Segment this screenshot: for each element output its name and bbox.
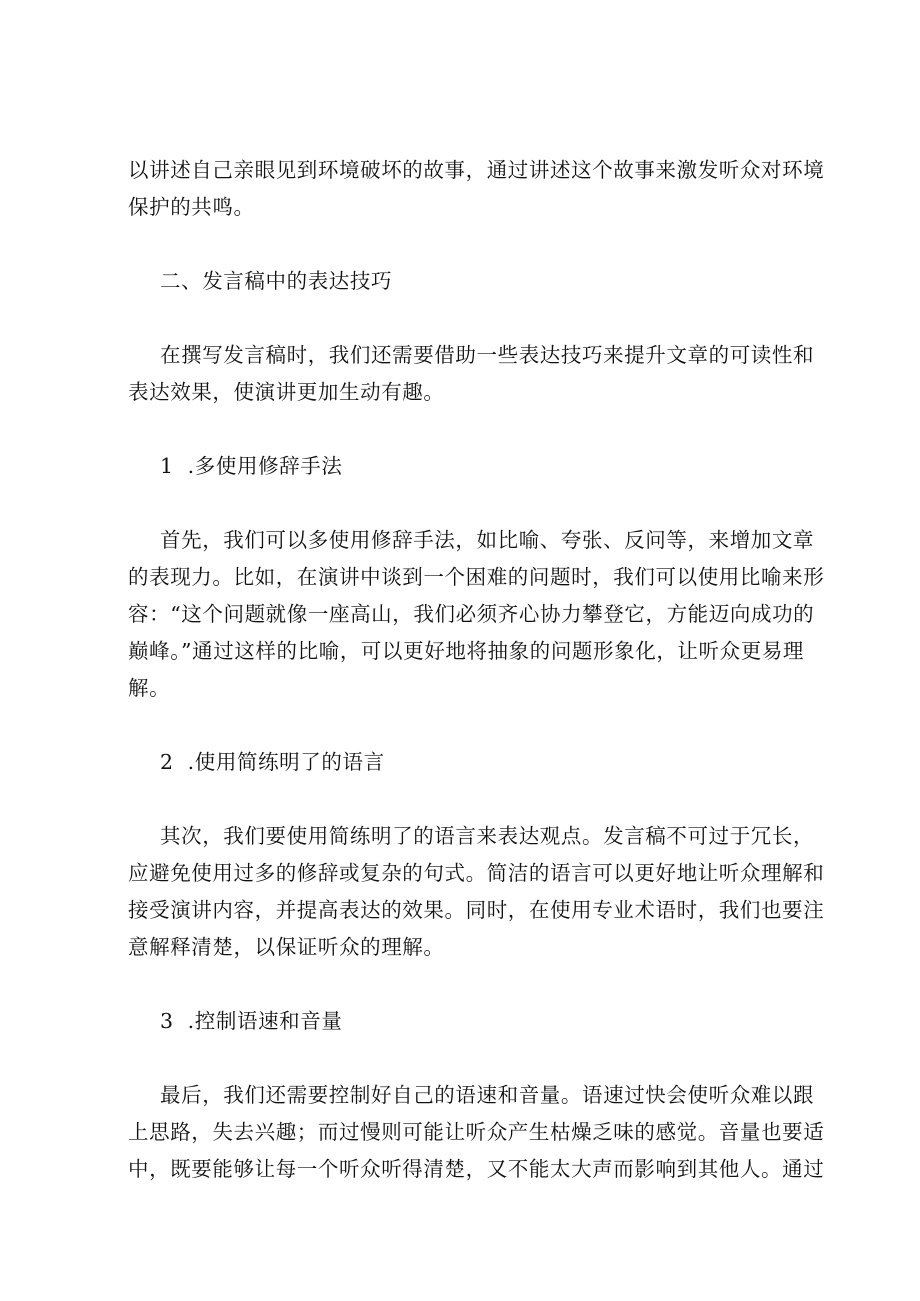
text-line: 上思路，失去兴趣；而过慢则可能让听众产生枯燥乏味的感觉。音量也要适 xyxy=(128,1120,825,1144)
item-number: 1 xyxy=(160,454,174,478)
item-body-2 xyxy=(128,818,825,966)
text-line: 的表现力。比如，在演讲中谈到一个困难的问题时，我们可以使用比喻来形 xyxy=(128,565,825,589)
text-line: 以讲述自己亲眼见到环境破坏的故事，通过讲述这个故事来激发听众对环境 xyxy=(128,158,825,182)
text-line: 在撰写发言稿时，我们还需要借助一些表达技巧来提升文章的可读性和 xyxy=(160,343,815,367)
text-line: 首先，我们可以多使用修辞手法，如比喻、夸张、反问等，来增加文章 xyxy=(160,528,815,552)
intro-paragraph xyxy=(128,152,825,226)
document-body xyxy=(128,152,825,1188)
text-line: 容：“这个问题就像一座高山，我们必须齐心协力攀登它，方能迈向成功的 xyxy=(128,602,815,626)
text-line: 其次，我们要使用简练明了的语言来表达观点。发言稿不可过于冗长， xyxy=(160,824,815,848)
item-heading-2 xyxy=(128,744,796,781)
text-line: 接受演讲内容，并提高表达的效果。同时，在使用专业术语时，我们也要注 xyxy=(128,898,825,922)
text-line: 解。 xyxy=(128,676,171,700)
item-title: .多使用修辞手法 xyxy=(187,454,343,478)
item-title: .控制语速和音量 xyxy=(187,1009,343,1033)
item-number: 3 xyxy=(160,1009,174,1033)
text-line: 应避免使用过多的修辞或复杂的句式。简洁的语言可以更好地让听众理解和 xyxy=(128,861,825,885)
section-intro-paragraph xyxy=(128,337,815,411)
item-number: 2 xyxy=(160,750,174,774)
text-line: 表达效果，使演讲更加生动有趣。 xyxy=(128,380,445,404)
item-title: .使用简练明了的语言 xyxy=(187,750,385,774)
section-heading: 二、发言稿中的表达技巧 xyxy=(160,269,393,293)
item-body-1 xyxy=(128,522,825,707)
item-body-3 xyxy=(128,1077,825,1188)
text-line: 最后，我们还需要控制好自己的语速和音量。语速过快会使听众难以跟 xyxy=(160,1083,815,1107)
text-line: 中，既要能够让每一个听众听得清楚，又不能太大声而影响到其他人。通过 xyxy=(128,1157,825,1181)
text-line: 巅峰。”通过这样的比喻，可以更好地将抽象的问题形象化，让听众更易理 xyxy=(128,639,805,663)
text-line: 意解释清楚，以保证听众的理解。 xyxy=(128,935,445,959)
item-heading-1 xyxy=(128,448,796,485)
text-line: 保护的共鸣。 xyxy=(128,195,255,219)
item-heading-3 xyxy=(128,1003,796,1040)
